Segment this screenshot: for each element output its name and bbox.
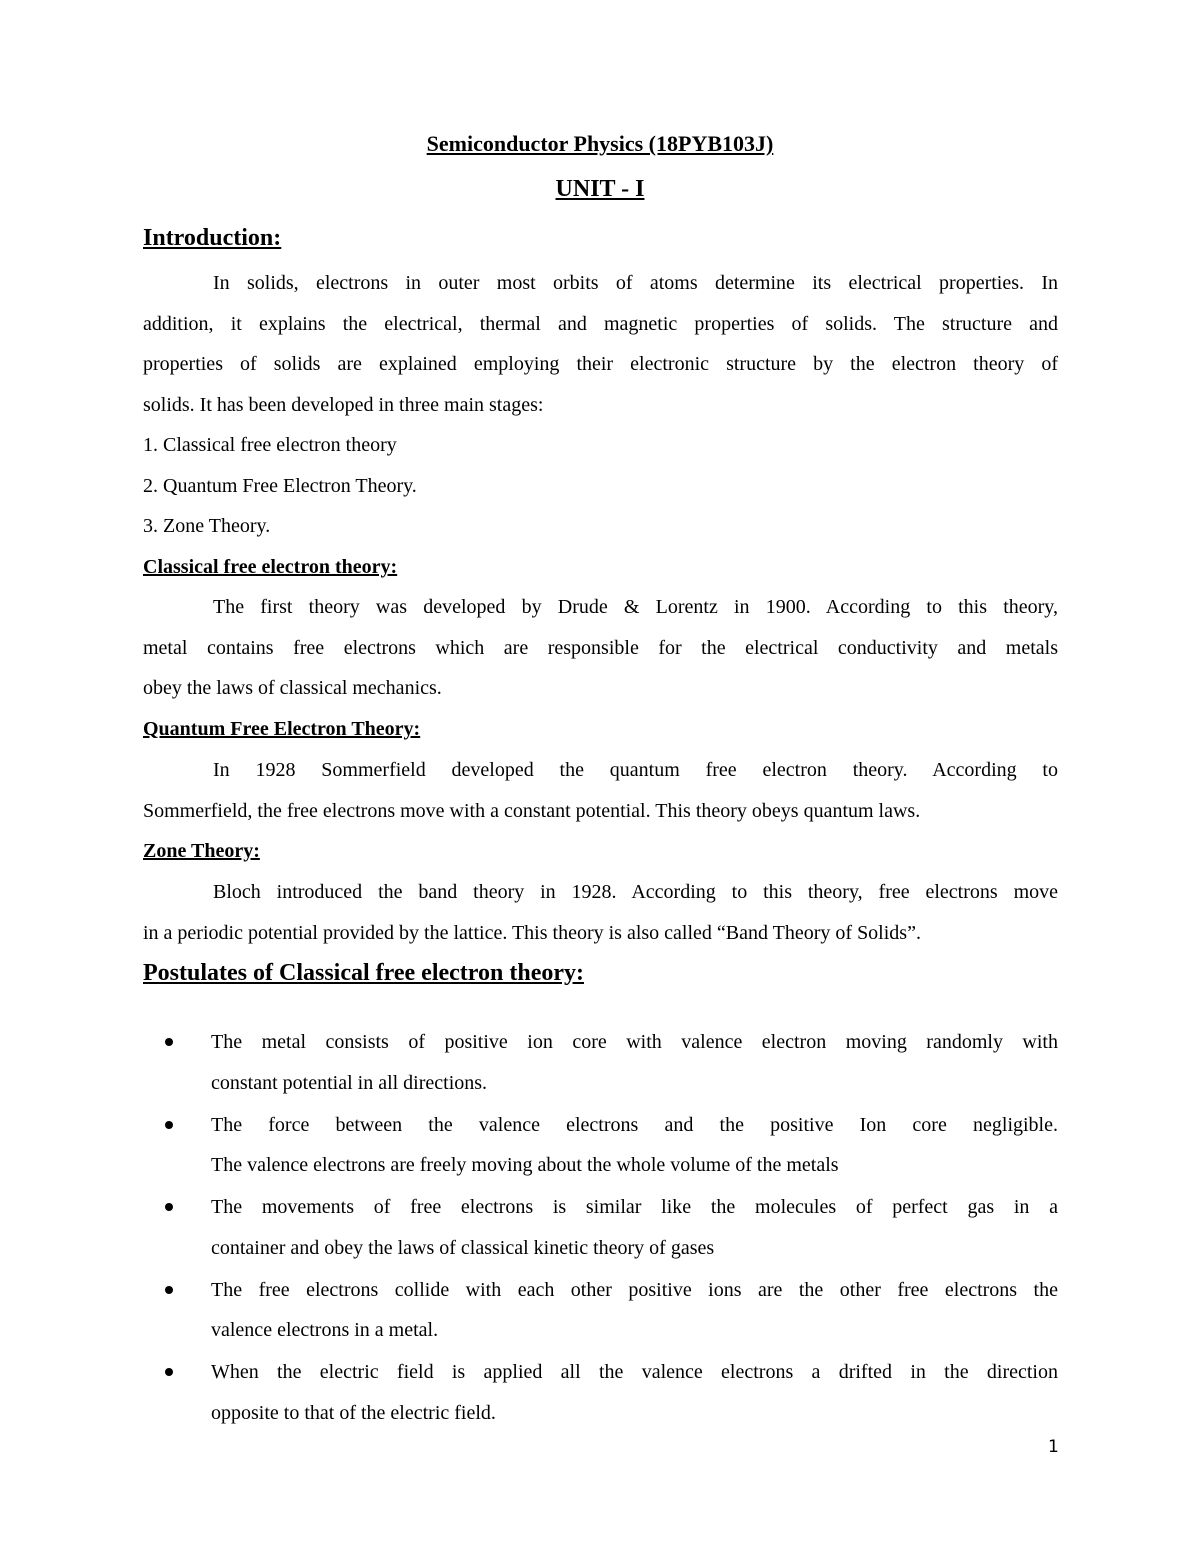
quantum-theory-paragraph [143,750,1058,831]
stage-item: 1. Classical free electron theory [143,434,397,456]
text-line: The force between the valence electrons and the positive Ion core negligible. [211,1113,1058,1136]
unit-heading: UNIT - I [555,176,645,202]
zone-theory-heading: Zone Theory: [143,840,260,862]
text-line: metal contains free electrons which are responsible for the electrical conductivity and metals [143,636,1058,659]
page-number: 1 [1048,1437,1059,1457]
list-item [143,1270,1058,1353]
bullet-icon [165,1286,173,1294]
text-line: obey the laws of classical mechanics. [143,677,442,699]
text-line: The metal consists of positive ion core with valence electron moving randomly with [211,1031,1058,1053]
text-line: addition, it explains the electrical, thermal and magnetic properties of solids. The structure and [143,312,1058,335]
stage-item: 3. Zone Theory. [143,515,271,537]
postulates-list [143,1022,1058,1435]
list-item [143,1352,1058,1435]
text-line: in a periodic potential provided by the lattice. This theory is also called “Band Theory of Solids”. [143,921,921,944]
list-item [143,1105,1058,1188]
text-line: The movements of free electrons is similar like the molecules of perfect gas in a [211,1196,1058,1218]
text-line: solids. It has been developed in three main stages: [143,393,544,416]
text-line: In 1928 Sommerfield developed the quantum free electron theory. According to [213,759,1058,781]
bullet-icon [165,1121,173,1129]
zone-theory-paragraph [143,872,1058,953]
bullet-icon [165,1368,173,1376]
text-line: Bloch introduced the band theory in 1928. According to this theory, free electrons move [213,881,1058,903]
bullet-icon [165,1038,173,1046]
quantum-theory-heading: Quantum Free Electron Theory: [143,718,421,740]
text-line: The first theory was developed by Drude & Lorentz in 1900. According to this theory, [213,596,1058,618]
text-line: In solids, electrons in outer most orbits of atoms determine its electrical properties. In [213,272,1058,294]
list-item [143,1187,1058,1270]
postulates-heading: Postulates of Classical free electron theory: [143,960,584,986]
text-line: container and obey the laws of classical kinetic theory of gases [211,1236,715,1259]
document-title: Semiconductor Physics (18PYB103J) [426,131,774,156]
text-line: The valence electrons are freely moving about the whole volume of the metals [211,1154,839,1176]
text-line: properties of solids are explained employing their electronic structure by the electron theory of [143,353,1058,375]
text-line: valence electrons in a metal. [211,1319,439,1341]
classical-theory-paragraph [143,587,1058,709]
text-line: The free electrons collide with each other positive ions are the other free electrons the [211,1278,1058,1301]
introduction-paragraph [143,263,1058,425]
classical-theory-heading: Classical free electron theory: [143,556,398,578]
text-line: opposite to that of the electric field. [211,1401,496,1424]
text-line: When the electric field is applied all the valence electrons a drifted in the direction [211,1361,1058,1383]
bullet-icon [165,1203,173,1211]
text-line: constant potential in all directions. [211,1071,488,1094]
stage-item: 2. Quantum Free Electron Theory. [143,474,417,497]
text-line: Sommerfield, the free electrons move with a constant potential. This theory obeys quantum laws. [143,799,921,822]
stage-list [143,425,417,547]
introduction-heading: Introduction: [143,225,282,251]
list-item [143,1022,1058,1105]
